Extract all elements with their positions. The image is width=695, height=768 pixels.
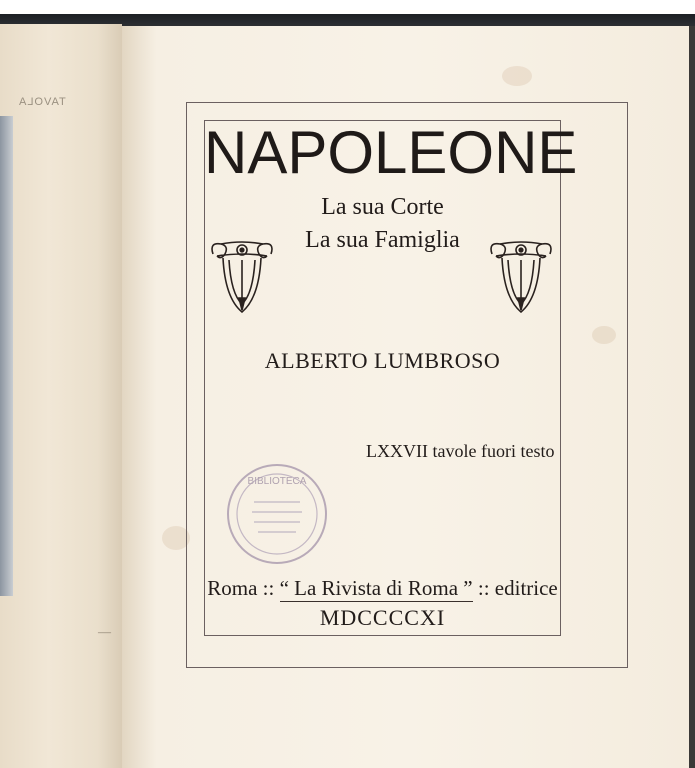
- spine-mark: —: [98, 624, 111, 639]
- book-spine-page: [0, 24, 122, 768]
- ornament-right-icon: [486, 238, 556, 320]
- imprint-separator: ::: [262, 576, 275, 600]
- subtitle-line-2: La sua Famiglia: [305, 227, 460, 253]
- publication-year: MDCCCCXI: [319, 605, 446, 630]
- spine-paper-strip: [0, 116, 13, 596]
- foxing-spot: [502, 66, 532, 86]
- ornament-left-icon: [207, 238, 277, 320]
- imprint-separator: ::: [477, 576, 490, 600]
- page-right-edge: [689, 26, 695, 768]
- library-stamp-icon: [224, 462, 330, 566]
- book-title: NAPOLEONE: [204, 119, 578, 186]
- imprint-line: [204, 576, 561, 601]
- subtitle-line-1: La sua Corte: [321, 194, 444, 220]
- spine-mirrored-text: TAVOLA: [18, 96, 66, 108]
- author-name: ALBERTO LUMBROSO: [264, 348, 501, 373]
- imprint-city: Roma: [207, 576, 258, 600]
- imprint-publisher: “ La Rivista di Roma ”: [279, 576, 473, 600]
- imprint-role: editrice: [494, 576, 558, 600]
- plates-note: LXXVII tavole fuori testo: [366, 441, 555, 461]
- stamp-text: BIBLIOTECA: [247, 476, 307, 487]
